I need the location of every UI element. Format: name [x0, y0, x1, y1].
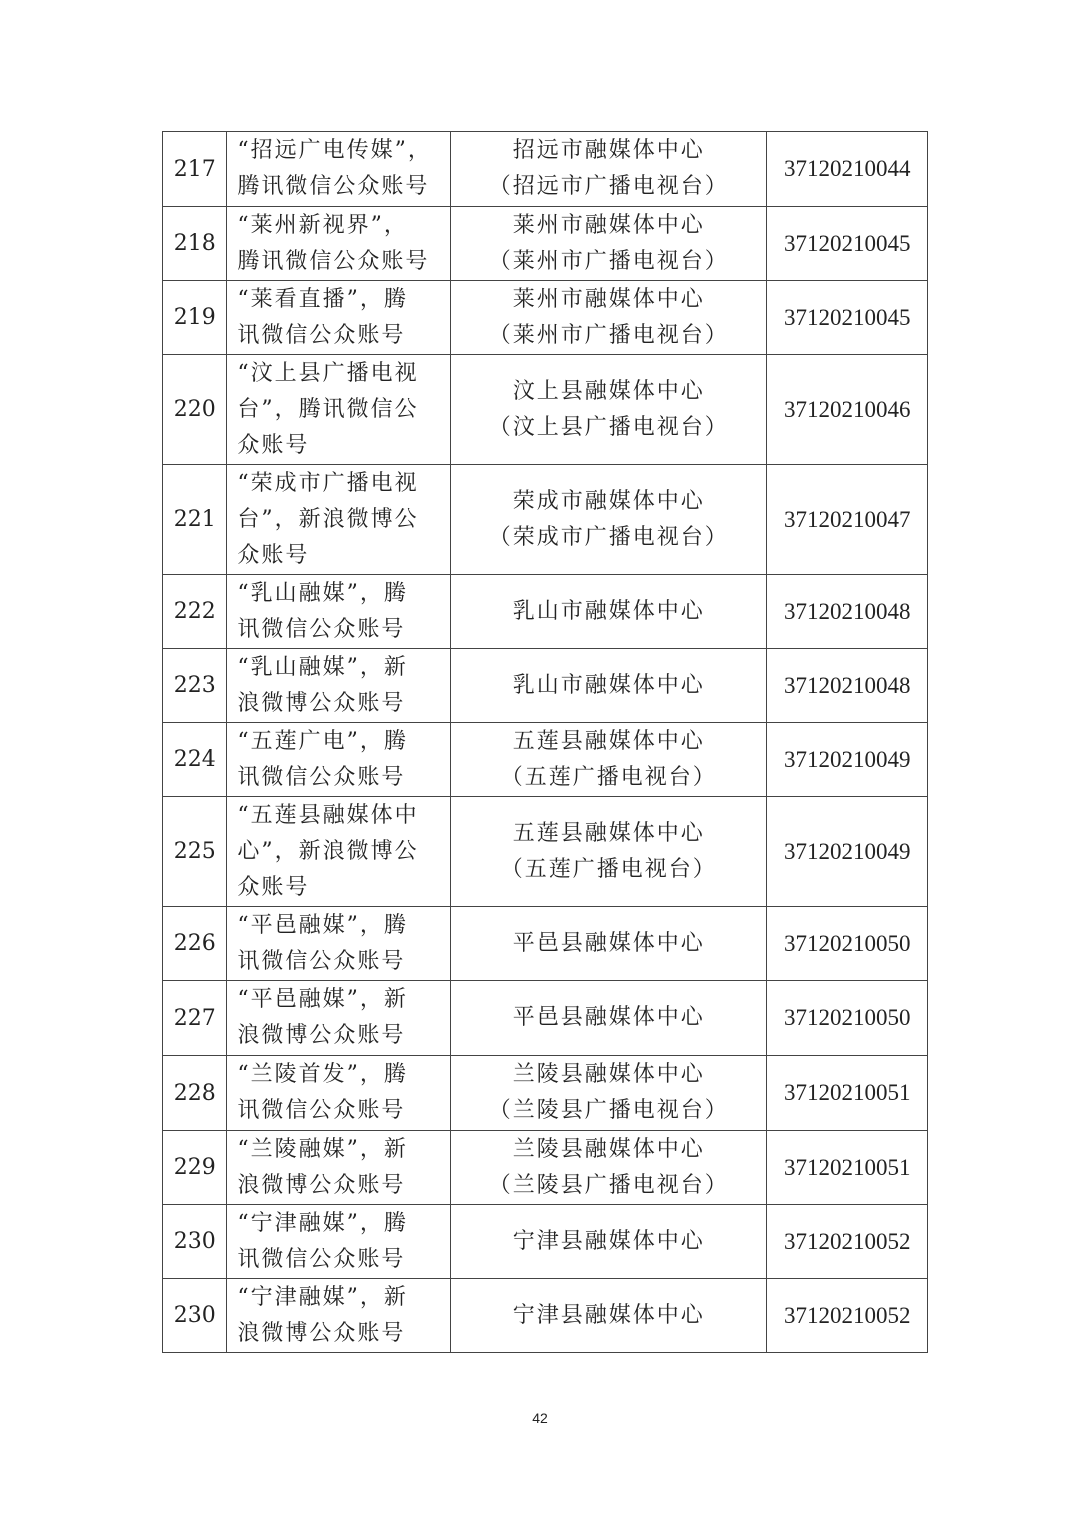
- row-number-cell: 227: [163, 981, 227, 1056]
- organization-cell-line: （荣成市广播电视台）: [488, 524, 729, 550]
- account-name-cell-line: 浪微博公众账号: [237, 1023, 406, 1048]
- account-name-cell-line: 台”，腾讯微信公: [237, 396, 419, 422]
- registration-code-cell: 37120210045: [767, 281, 928, 355]
- table-row: [163, 1131, 928, 1205]
- registration-code-cell: 37120210045: [767, 207, 928, 281]
- registration-code-cell: 37120210044: [767, 132, 928, 207]
- registration-code-cell: 37120210049: [767, 797, 928, 907]
- organization-cell-line: （莱州市广播电视台）: [488, 322, 729, 348]
- account-name-cell-line: “宁津融媒”，新: [237, 1284, 408, 1310]
- registration-code-cell: 37120210048: [767, 649, 928, 723]
- account-name-cell-line: “乳山融媒”，腾: [237, 580, 408, 606]
- registration-code-cell: 37120210052: [767, 1279, 928, 1353]
- row-number-cell: 223: [163, 649, 227, 723]
- account-name-cell: [227, 981, 451, 1056]
- row-number-cell: 226: [163, 907, 227, 981]
- organization-cell-line: 兰陵县融媒体中心: [512, 1136, 705, 1162]
- organization-cell: [451, 355, 767, 465]
- account-name-cell-line: 众账号: [237, 874, 310, 900]
- account-name-cell-line: “乳山融媒”，新: [237, 654, 408, 680]
- account-name-cell-line: 心”，新浪微博公: [237, 838, 419, 864]
- table-row: [163, 797, 928, 907]
- organization-cell: [451, 465, 767, 575]
- organization-cell-line: 汶上县融媒体中心: [512, 378, 705, 404]
- account-name-cell: [227, 355, 451, 465]
- organization-cell: [451, 207, 767, 281]
- organization-cell-line: 宁津县融媒体中心: [512, 1302, 705, 1328]
- registration-code-cell: 37120210047: [767, 465, 928, 575]
- account-name-cell-line: 讯微信公众账号: [237, 616, 406, 642]
- account-name-cell-line: “招远广电传媒”，: [237, 138, 432, 163]
- organization-cell: [451, 907, 767, 981]
- account-name-cell-line: 讯微信公众账号: [237, 1098, 406, 1123]
- table-row: [163, 907, 928, 981]
- registration-code-cell: 37120210049: [767, 723, 928, 797]
- account-name-cell-line: “平邑融媒”，新: [237, 987, 408, 1012]
- account-name-cell: [227, 1056, 451, 1131]
- organization-cell-line: 莱州市融媒体中心: [512, 286, 705, 312]
- organization-cell: [451, 797, 767, 907]
- account-name-cell-line: 腾讯微信公众账号: [237, 248, 430, 274]
- registration-code-cell: 37120210051: [767, 1056, 928, 1131]
- account-name-cell-line: 众账号: [237, 542, 310, 568]
- account-name-cell: [227, 465, 451, 575]
- table-row: [163, 575, 928, 649]
- organization-cell: [451, 1205, 767, 1279]
- account-name-cell-line: “兰陵首发”，腾: [237, 1062, 408, 1087]
- registration-code-cell: 37120210051: [767, 1131, 928, 1205]
- registry-table: [162, 131, 928, 1353]
- row-number-cell: 230: [163, 1279, 227, 1353]
- account-name-cell: [227, 281, 451, 355]
- account-name-cell-line: 浪微博公众账号: [237, 1172, 406, 1198]
- row-number-cell: 230: [163, 1205, 227, 1279]
- organization-cell: [451, 575, 767, 649]
- organization-cell-line: 荣成市融媒体中心: [512, 488, 705, 514]
- account-name-cell: [227, 207, 451, 281]
- account-name-cell-line: “五莲广电”，腾: [237, 728, 408, 754]
- account-name-cell: [227, 575, 451, 649]
- row-number-cell: 218: [163, 207, 227, 281]
- row-number-cell: 222: [163, 575, 227, 649]
- organization-cell-line: （招远市广播电视台）: [488, 174, 729, 199]
- account-name-cell-line: “宁津融媒”，腾: [237, 1210, 408, 1236]
- organization-cell-line: （兰陵县广播电视台）: [488, 1172, 729, 1198]
- row-number-cell: 219: [163, 281, 227, 355]
- account-name-cell: [227, 1205, 451, 1279]
- organization-cell-line: 乳山市融媒体中心: [512, 598, 705, 624]
- account-name-cell-line: 讯微信公众账号: [237, 1246, 406, 1272]
- organization-cell-line: 宁津县融媒体中心: [512, 1228, 705, 1254]
- organization-cell-line: 莱州市融媒体中心: [512, 212, 705, 238]
- table-row: [163, 723, 928, 797]
- row-number-cell: 225: [163, 797, 227, 907]
- table-row: [163, 132, 928, 207]
- registration-code-cell: 37120210052: [767, 1205, 928, 1279]
- organization-cell: [451, 1056, 767, 1131]
- account-name-cell-line: “莱州新视界”，: [237, 212, 408, 238]
- table-row: [163, 981, 928, 1056]
- account-name-cell-line: 浪微博公众账号: [237, 690, 406, 716]
- registration-code-cell: 37120210046: [767, 355, 928, 465]
- table-row: [163, 1205, 928, 1279]
- organization-cell: [451, 281, 767, 355]
- table-row: [163, 207, 928, 281]
- row-number-cell: 224: [163, 723, 227, 797]
- row-number-cell: 220: [163, 355, 227, 465]
- organization-cell: [451, 723, 767, 797]
- organization-cell-line: 乳山市融媒体中心: [512, 672, 705, 698]
- organization-cell-line: 平邑县融媒体中心: [512, 930, 705, 956]
- account-name-cell: [227, 907, 451, 981]
- organization-cell-line: 五莲县融媒体中心: [512, 728, 705, 754]
- account-name-cell-line: 浪微博公众账号: [237, 1320, 406, 1346]
- row-number-cell: 229: [163, 1131, 227, 1205]
- account-name-cell: [227, 723, 451, 797]
- organization-cell-line: （莱州市广播电视台）: [488, 248, 729, 274]
- registration-code-cell: 37120210048: [767, 575, 928, 649]
- organization-cell: [451, 649, 767, 723]
- table-row: [163, 465, 928, 575]
- account-name-cell: [227, 797, 451, 907]
- organization-cell-line: 招远市融媒体中心: [512, 138, 705, 163]
- organization-cell-line: 兰陵县融媒体中心: [512, 1062, 705, 1087]
- organization-cell: [451, 1279, 767, 1353]
- table-row: [163, 649, 928, 723]
- account-name-cell-line: 讯微信公众账号: [237, 764, 406, 790]
- organization-cell: [451, 1131, 767, 1205]
- account-name-cell-line: “荣成市广播电视: [237, 470, 419, 496]
- organization-cell-line: （兰陵县广播电视台）: [488, 1098, 729, 1123]
- account-name-cell-line: 台”，新浪微博公: [237, 506, 419, 532]
- account-name-cell: [227, 649, 451, 723]
- table-row: [163, 1056, 928, 1131]
- account-name-cell-line: 讯微信公众账号: [237, 322, 406, 348]
- row-number-cell: 217: [163, 132, 227, 207]
- table-row: [163, 1279, 928, 1353]
- organization-cell-line: （汶上县广播电视台）: [488, 414, 729, 440]
- row-number-cell: 221: [163, 465, 227, 575]
- organization-cell-line: 五莲县融媒体中心: [512, 820, 705, 846]
- account-name-cell-line: “兰陵融媒”，新: [237, 1136, 408, 1162]
- account-name-cell-line: “汶上县广播电视: [237, 360, 419, 386]
- organization-cell: [451, 981, 767, 1056]
- row-number-cell: 228: [163, 1056, 227, 1131]
- organization-cell-line: （五莲广播电视台）: [500, 856, 717, 882]
- organization-cell-line: 平邑县融媒体中心: [512, 1005, 705, 1030]
- account-name-cell-line: “五莲县融媒体中: [237, 802, 419, 828]
- organization-cell: [451, 132, 767, 207]
- account-name-cell: [227, 1131, 451, 1205]
- table-row: [163, 281, 928, 355]
- account-name-cell-line: 讯微信公众账号: [237, 948, 406, 974]
- table-row: [163, 355, 928, 465]
- account-name-cell: [227, 1279, 451, 1353]
- table-body: [163, 132, 928, 1353]
- account-name-cell: [227, 132, 451, 207]
- organization-cell-line: （五莲广播电视台）: [500, 764, 717, 790]
- account-name-cell-line: 众账号: [237, 432, 310, 458]
- account-name-cell-line: 腾讯微信公众账号: [237, 174, 430, 199]
- registration-code-cell: 37120210050: [767, 981, 928, 1056]
- account-name-cell-line: “莱看直播”，腾: [237, 286, 408, 312]
- page-number: 42: [532, 1410, 548, 1426]
- registration-code-cell: 37120210050: [767, 907, 928, 981]
- account-name-cell-line: “平邑融媒”，腾: [237, 912, 408, 938]
